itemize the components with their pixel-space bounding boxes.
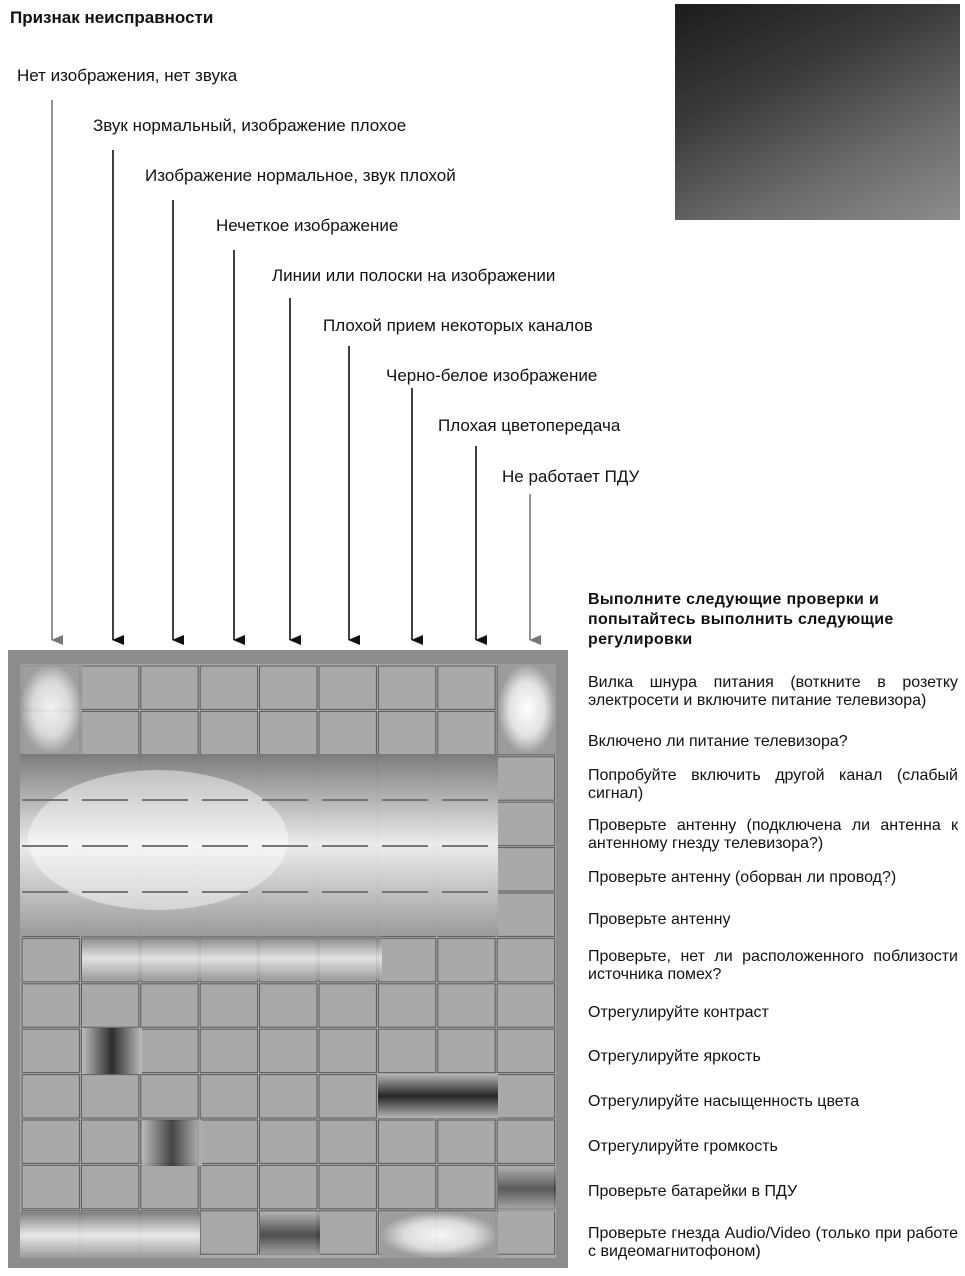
matrix-cell	[141, 711, 198, 754]
matrix-cell	[497, 938, 554, 981]
matrix-cell	[438, 666, 495, 709]
matrix-cell	[200, 711, 257, 754]
matrix-cell	[319, 984, 376, 1027]
check-item-2: Включено ли питание телевизора?	[588, 733, 848, 750]
matrix-cell	[260, 1075, 317, 1118]
symptom-label-1: Нет изображения, нет звука	[17, 66, 238, 85]
matrix-cell	[497, 1075, 554, 1118]
matrix-cell	[81, 1120, 138, 1163]
matrix-cell	[378, 1165, 435, 1208]
symptom-label-9: Не работает ПДУ	[502, 467, 640, 486]
matrix-cell	[497, 1029, 554, 1072]
symptom-label-5: Линии или полоски на изображении	[272, 266, 556, 285]
check-item-7: Проверьте, нет ли расположенного поблизости источника помех?	[588, 948, 958, 983]
matrix-cell	[81, 666, 138, 709]
symptom-label-6: Плохой прием некоторых каналов	[323, 316, 593, 335]
matrix-cell	[81, 711, 138, 754]
matrix-cell	[200, 984, 257, 1027]
matrix-cell	[81, 984, 138, 1027]
matrix-cell	[141, 1165, 198, 1208]
matrix-cell	[378, 666, 435, 709]
matrix-cell	[378, 984, 435, 1027]
symptom-label-8: Плохая цветопередача	[438, 416, 621, 435]
symptom-label-3: Изображение нормальное, звук плохой	[145, 166, 456, 185]
matrix-cell	[81, 1165, 138, 1208]
checks-title: Выполните следующие проверки и попытайтесь выполнить следующие регулировки	[588, 591, 894, 648]
matrix-cell	[319, 1211, 376, 1254]
matrix-cell	[22, 1029, 79, 1072]
matrix-cell	[319, 1165, 376, 1208]
matrix-cell	[497, 984, 554, 1027]
matrix-cell	[141, 1029, 198, 1072]
check-item-1: Вилка шнура питания (воткните в розетку электросети и включите питание телевизора)	[588, 674, 958, 709]
check-item-4: Проверьте антенну (подключена ли антенна к антенному гнезду телевизора?)	[588, 817, 958, 852]
matrix-cell	[260, 1029, 317, 1072]
matrix-cell	[378, 711, 435, 754]
matrix-cell	[497, 757, 554, 800]
matrix-cell	[497, 893, 554, 936]
matrix-cell	[22, 1075, 79, 1118]
matrix-cell	[22, 938, 79, 981]
matrix-cell	[319, 1075, 376, 1118]
matrix-cell	[497, 848, 554, 891]
check-item-8: Отрегулируйте контраст	[588, 1004, 769, 1021]
matrix-cell	[141, 984, 198, 1027]
matrix-cell	[260, 984, 317, 1027]
check-item-5: Проверьте антенну (оборван ли провод?)	[588, 869, 897, 886]
check-item-6: Проверьте антенну	[588, 911, 731, 928]
matrix-cell	[438, 938, 495, 981]
matrix-cell	[260, 666, 317, 709]
matrix-cell	[497, 1120, 554, 1163]
check-item-13: Проверьте гнезда Audio/Video (только при работе с видеомагнитофоном)	[588, 1225, 958, 1260]
matrix-cell	[200, 666, 257, 709]
matrix-cell	[438, 1120, 495, 1163]
matrix-cell	[141, 1075, 198, 1118]
matrix-cell	[260, 1165, 317, 1208]
matrix-cell	[200, 1211, 257, 1254]
matrix-cell	[378, 938, 435, 981]
diagram-title: Признак неисправности	[10, 8, 214, 27]
symptom-check-matrix	[8, 650, 568, 1268]
matrix-cell	[378, 1029, 435, 1072]
matrix-cell	[319, 1029, 376, 1072]
matrix-cell	[22, 1165, 79, 1208]
matrix-cell	[319, 711, 376, 754]
matrix-cell	[438, 711, 495, 754]
matrix-cell	[260, 711, 317, 754]
check-item-11: Отрегулируйте громкость	[588, 1138, 778, 1155]
symptom-label-7: Черно-белое изображение	[386, 366, 598, 385]
matrix-cell	[378, 1120, 435, 1163]
check-item-10: Отрегулируйте насыщенность цвета	[588, 1093, 860, 1110]
check-item-9: Отрегулируйте яркость	[588, 1048, 761, 1065]
symptom-label-2: Звук нормальный, изображение плохое	[93, 116, 407, 135]
symptom-label-4: Нечеткое изображение	[216, 216, 399, 235]
check-item-12: Проверьте батарейки в ПДУ	[588, 1183, 798, 1200]
matrix-cell	[438, 984, 495, 1027]
matrix-cell	[141, 666, 198, 709]
matrix-cell	[438, 1165, 495, 1208]
matrix-cell	[319, 1120, 376, 1163]
matrix-cell	[319, 666, 376, 709]
matrix-cell	[22, 1120, 79, 1163]
matrix-cell	[200, 1075, 257, 1118]
matrix-cell	[260, 1120, 317, 1163]
matrix-cell	[200, 1029, 257, 1072]
matrix-cell	[497, 802, 554, 845]
matrix-cell	[200, 1120, 257, 1163]
matrix-cell	[22, 984, 79, 1027]
matrix-cell	[497, 1211, 554, 1254]
matrix-cell	[81, 1075, 138, 1118]
matrix-cell	[438, 1029, 495, 1072]
check-item-3: Попробуйте включить другой канал (слабый сигнал)	[588, 767, 958, 802]
matrix-cell	[200, 1165, 257, 1208]
